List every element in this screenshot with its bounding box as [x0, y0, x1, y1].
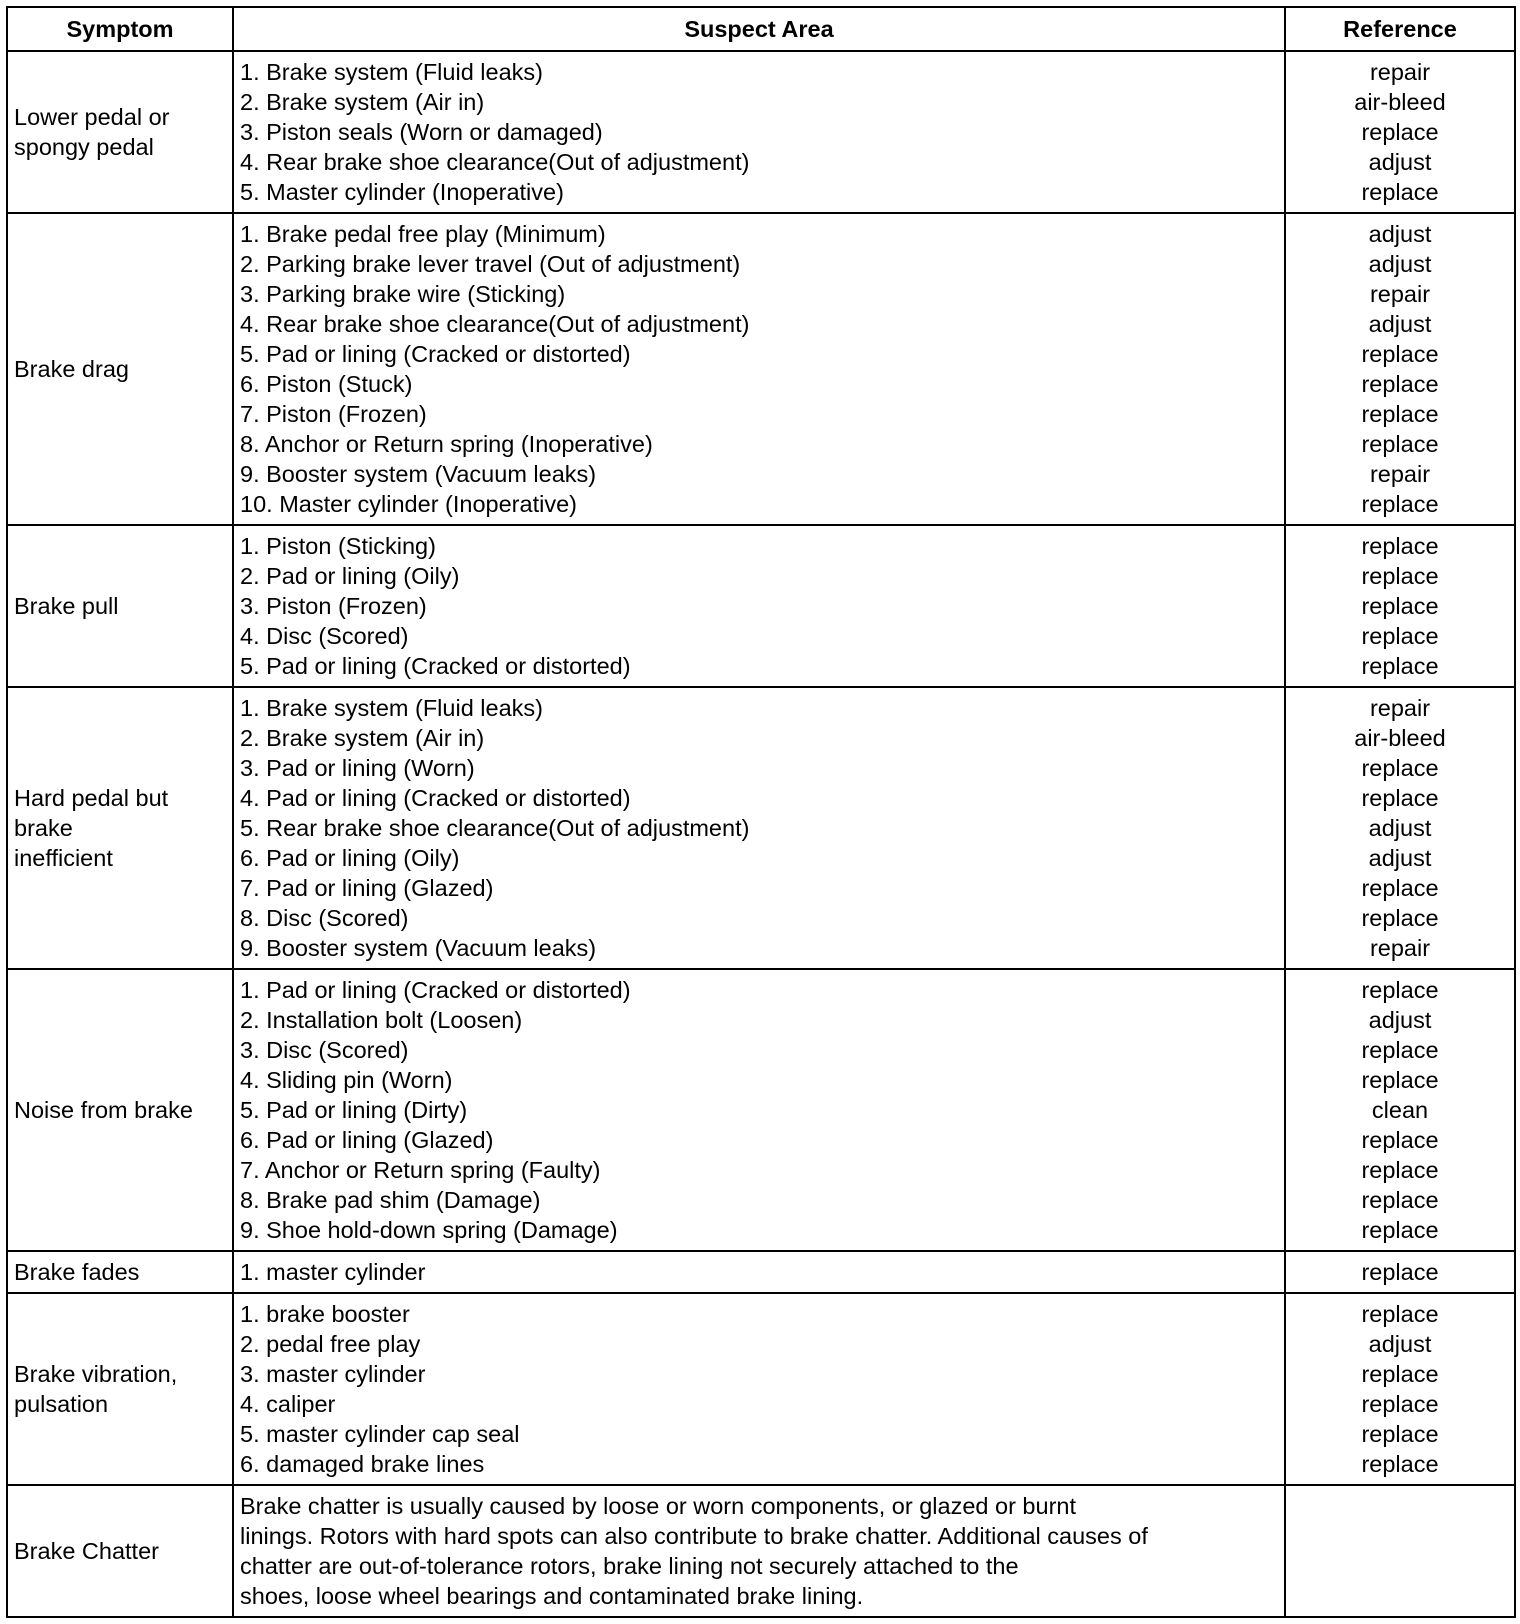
reference-item: replace — [1361, 1361, 1439, 1387]
suspect-item: 6. Piston (Stuck) — [240, 371, 413, 397]
reference-item: replace — [1361, 1187, 1439, 1213]
suspect-item: 4. Sliding pin (Worn) — [240, 1067, 453, 1093]
reference-cell — [1285, 1485, 1515, 1617]
suspect-item: 5. Master cylinder (Inoperative) — [240, 179, 564, 205]
table-row — [7, 525, 1515, 687]
reference-cell — [1285, 1251, 1515, 1293]
suspect-item: 5. Pad or lining (Cracked or distorted) — [240, 341, 631, 367]
reference-item: replace — [1361, 401, 1439, 427]
symptom-cell — [7, 687, 233, 969]
suspect-cell — [233, 213, 1285, 525]
symptom-cell — [7, 525, 233, 687]
reference-item: replace — [1361, 1217, 1439, 1243]
table-row — [7, 213, 1515, 525]
reference-item: replace — [1361, 1259, 1439, 1285]
symptom-label: Brake fades — [14, 1259, 140, 1285]
suspect-cell — [233, 1251, 1285, 1293]
suspect-item: 7. Pad or lining (Glazed) — [240, 875, 494, 901]
suspect-item: 3. Piston seals (Worn or damaged) — [240, 119, 603, 145]
suspect-item: 7. Piston (Frozen) — [240, 401, 427, 427]
reference-item: repair — [1369, 461, 1431, 487]
table-row — [7, 51, 1515, 213]
reference-item: replace — [1361, 653, 1439, 679]
suspect-item: 2. Pad or lining (Oily) — [240, 563, 460, 589]
reference-item: adjust — [1368, 1007, 1432, 1033]
reference-item: adjust — [1368, 1331, 1432, 1357]
reference-item: replace — [1361, 875, 1439, 901]
reference-item: air-bleed — [1354, 725, 1446, 751]
suspect-cell — [233, 525, 1285, 687]
reference-item: repair — [1369, 695, 1431, 721]
suspect-item: 8. Disc (Scored) — [240, 905, 409, 931]
suspect-item: 5. Pad or lining (Cracked or distorted) — [240, 653, 631, 679]
symptom-cell — [7, 213, 233, 525]
suspect-item: 6. damaged brake lines — [240, 1451, 485, 1477]
reference-cell — [1285, 51, 1515, 213]
header-suspect-area: Suspect Area — [233, 7, 1285, 51]
suspect-item: 3. Parking brake wire (Sticking) — [240, 281, 566, 307]
symptom-cell — [7, 1251, 233, 1293]
suspect-item: 8. Brake pad shim (Damage) — [240, 1187, 541, 1213]
suspect-item: 7. Anchor or Return spring (Faulty) — [240, 1157, 601, 1183]
suspect-item: 4. Rear brake shoe clearance(Out of adjustment) — [240, 149, 750, 175]
table-row-brake-chatter — [7, 1485, 1515, 1617]
table-row — [7, 969, 1515, 1251]
reference-cell — [1285, 687, 1515, 969]
reference-item: replace — [1361, 1301, 1439, 1327]
suspect-item: 9. Shoe hold-down spring (Damage) — [240, 1217, 618, 1243]
suspect-item: 9. Booster system (Vacuum leaks) — [240, 935, 597, 961]
reference-item: replace — [1361, 905, 1439, 931]
symptom-cell — [7, 1293, 233, 1485]
suspect-item: 2. Parking brake lever travel (Out of adjustment) — [240, 251, 741, 277]
symptom-label: Brake pull — [14, 593, 119, 619]
suspect-item: 10. Master cylinder (Inoperative) — [240, 491, 577, 517]
suspect-item: 6. Pad or lining (Oily) — [240, 845, 460, 871]
suspect-item: 2. pedal free play — [240, 1331, 421, 1357]
reference-item: repair — [1369, 281, 1431, 307]
reference-item: replace — [1361, 785, 1439, 811]
symptom-label: Brake Chatter — [14, 1538, 159, 1564]
reference-cell — [1285, 525, 1515, 687]
reference-item: adjust — [1368, 149, 1432, 175]
reference-item: replace — [1361, 491, 1439, 517]
table-body — [7, 51, 1515, 1617]
header-symptom: Symptom — [7, 7, 233, 51]
suspect-cell — [233, 1293, 1285, 1485]
suspect-item: 3. Pad or lining (Worn) — [240, 755, 475, 781]
suspect-cell — [233, 687, 1285, 969]
suspect-item: 1. Brake system (Fluid leaks) — [240, 59, 543, 85]
symptom-label: Hard pedal but brake inefficient — [14, 785, 169, 871]
symptom-cell — [7, 969, 233, 1251]
reference-cell — [1285, 213, 1515, 525]
suspect-item: 1. Pad or lining (Cracked or distorted) — [240, 977, 631, 1003]
reference-item: replace — [1361, 119, 1439, 145]
reference-item: clean — [1371, 1097, 1429, 1123]
symptom-label: Brake drag — [14, 356, 129, 382]
reference-item: replace — [1361, 593, 1439, 619]
symptom-label: Lower pedal or spongy pedal — [14, 104, 170, 160]
troubleshooting-sheet — [6, 6, 1516, 1618]
suspect-item: 3. Disc (Scored) — [240, 1037, 409, 1063]
suspect-item: 2. Installation bolt (Loosen) — [240, 1007, 523, 1033]
reference-item: replace — [1361, 1127, 1439, 1153]
suspect-item: 1. Brake pedal free play (Minimum) — [240, 221, 606, 247]
header-row — [7, 7, 1515, 51]
reference-item: replace — [1361, 755, 1439, 781]
suspect-cell — [233, 969, 1285, 1251]
suspect-cell — [233, 1485, 1285, 1617]
reference-item: adjust — [1368, 845, 1432, 871]
suspect-item: 9. Booster system (Vacuum leaks) — [240, 461, 597, 487]
reference-item: adjust — [1368, 251, 1432, 277]
suspect-item: 3. Piston (Frozen) — [240, 593, 427, 619]
reference-item: replace — [1361, 563, 1439, 589]
reference-item: repair — [1369, 59, 1431, 85]
table-row — [7, 687, 1515, 969]
suspect-item: 1. brake booster — [240, 1301, 410, 1327]
suspect-item: 5. Rear brake shoe clearance(Out of adjustment) — [240, 815, 750, 841]
reference-item: replace — [1361, 533, 1439, 559]
chatter-note: Brake chatter is usually caused by loose or worn components, or glazed or burnt linings. Rotors with hard spots can also contribute to brake chatter. Additional causes of chatter are out-of-tolerance rotors, brake lining not securely attached to the shoes, loose wheel bearings and contaminated brake lining. — [240, 1493, 1148, 1609]
reference-item: adjust — [1368, 815, 1432, 841]
table-row — [7, 1293, 1515, 1485]
suspect-item: 5. Pad or lining (Dirty) — [240, 1097, 468, 1123]
suspect-cell — [233, 51, 1285, 213]
reference-item: replace — [1361, 977, 1439, 1003]
suspect-item: 2. Brake system (Air in) — [240, 725, 485, 751]
table-row — [7, 1251, 1515, 1293]
symptom-label: Brake vibration, pulsation — [14, 1361, 178, 1417]
suspect-item: 4. caliper — [240, 1391, 336, 1417]
reference-item: replace — [1361, 341, 1439, 367]
reference-item: replace — [1361, 1451, 1439, 1477]
reference-item: replace — [1361, 179, 1439, 205]
reference-item: replace — [1361, 623, 1439, 649]
suspect-item: 2. Brake system (Air in) — [240, 89, 485, 115]
reference-item: replace — [1361, 431, 1439, 457]
reference-cell — [1285, 969, 1515, 1251]
suspect-item: 1. master cylinder — [240, 1259, 426, 1285]
suspect-item: 4. Pad or lining (Cracked or distorted) — [240, 785, 631, 811]
reference-item: air-bleed — [1354, 89, 1446, 115]
reference-item: replace — [1361, 1391, 1439, 1417]
symptom-cell — [7, 1485, 233, 1617]
suspect-item: 3. master cylinder — [240, 1361, 426, 1387]
symptom-label: Noise from brake — [14, 1097, 193, 1123]
suspect-item: 1. Brake system (Fluid leaks) — [240, 695, 543, 721]
reference-cell — [1285, 1293, 1515, 1485]
reference-item: adjust — [1368, 311, 1432, 337]
reference-item: adjust — [1368, 221, 1432, 247]
suspect-item: 6. Pad or lining (Glazed) — [240, 1127, 494, 1153]
reference-item: replace — [1361, 1157, 1439, 1183]
brake-troubleshooting-table — [6, 6, 1516, 1618]
reference-item: repair — [1369, 935, 1431, 961]
reference-item: replace — [1361, 371, 1439, 397]
reference-item: replace — [1361, 1037, 1439, 1063]
suspect-item: 1. Piston (Sticking) — [240, 533, 436, 559]
suspect-item: 8. Anchor or Return spring (Inoperative) — [240, 431, 653, 457]
symptom-cell — [7, 51, 233, 213]
reference-item: replace — [1361, 1067, 1439, 1093]
suspect-item: 4. Disc (Scored) — [240, 623, 409, 649]
suspect-item: 5. master cylinder cap seal — [240, 1421, 520, 1447]
suspect-item: 4. Rear brake shoe clearance(Out of adjustment) — [240, 311, 750, 337]
header-reference: Reference — [1285, 7, 1515, 51]
reference-item: replace — [1361, 1421, 1439, 1447]
